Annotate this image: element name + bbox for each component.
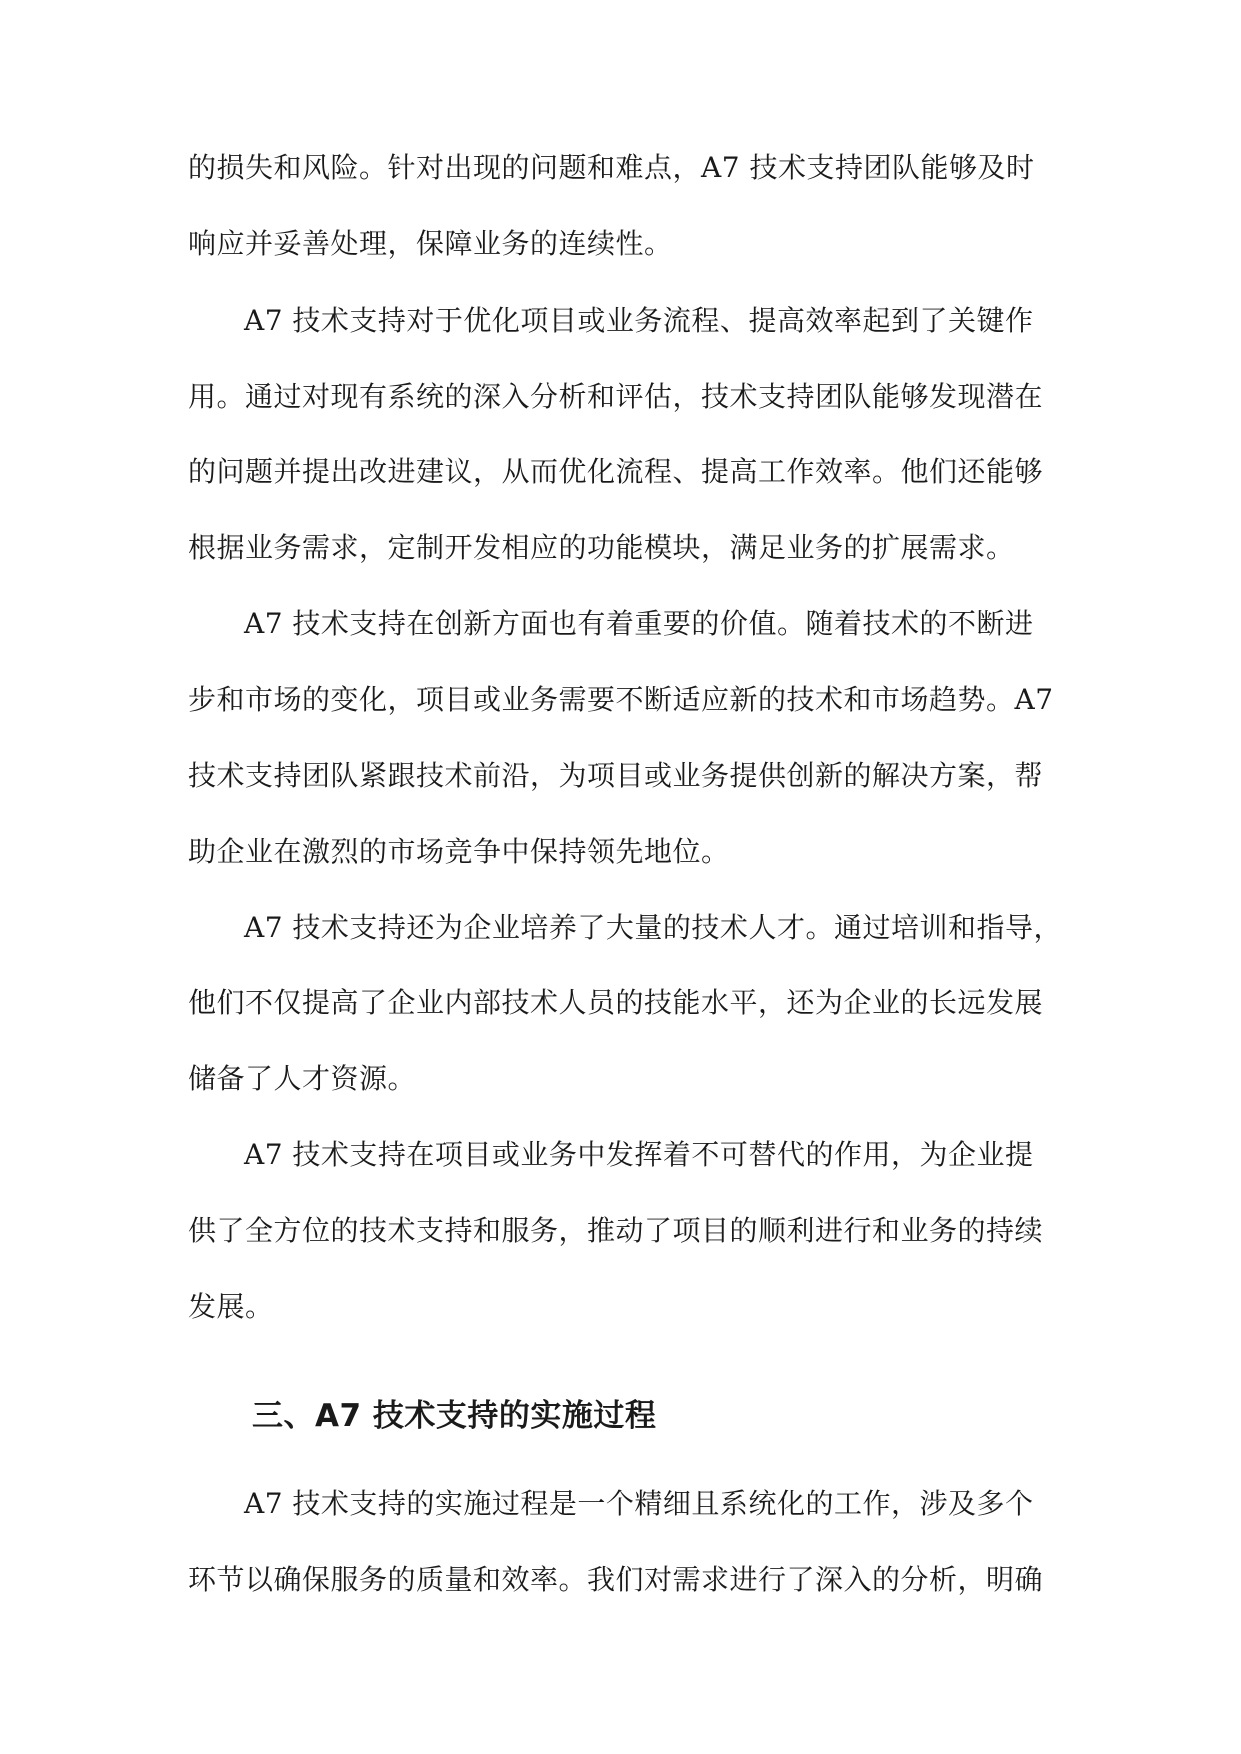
paragraph-line: 根据业务需求，定制开发相应的功能模块，满足业务的扩展需求。 [188,531,1015,564]
paragraph-line: 响应并妥善处理，保障业务的连续性。 [188,227,673,260]
paragraph-line: A7 技术支持对于优化项目或业务流程、提高效率起到了关键作 [244,304,1034,337]
paragraph-line: 助企业在激烈的市场竞争中保持领先地位。 [188,835,730,868]
paragraph-line: A7 技术支持还为企业培养了大量的技术人才。通过培训和指导， [244,911,1062,944]
paragraph-line: 的损失和风险。针对出现的问题和难点，A7 技术支持团队能够及时 [188,151,1035,184]
paragraph-line: 步和市场的变化，项目或业务需要不断适应新的技术和市场趋势。A7 [188,683,1054,716]
paragraph-line: 储备了人才资源。 [188,1062,417,1095]
paragraph-line: 的问题并提出改进建议，从而优化流程、提高工作效率。他们还能够 [188,455,1044,488]
paragraph-line: A7 技术支持在项目或业务中发挥着不可替代的作用，为企业提 [244,1138,1034,1171]
paragraph-line: 技术支持团队紧跟技术前沿，为项目或业务提供创新的解决方案，帮 [188,759,1044,792]
paragraph-line: A7 技术支持在创新方面也有着重要的价值。随着技术的不断进 [244,607,1034,640]
paragraph-line: 发展。 [188,1290,274,1323]
paragraph-line: A7 技术支持的实施过程是一个精细且系统化的工作，涉及多个 [244,1487,1034,1520]
paragraph-line: 他们不仅提高了企业内部技术人员的技能水平，还为企业的长远发展 [188,986,1044,1019]
paragraph-line: 用。通过对现有系统的深入分析和评估，技术支持团队能够发现潜在 [188,380,1044,413]
section-heading: 三、A7 技术支持的实施过程 [252,1398,657,1434]
paragraph-line: 环节以确保服务的质量和效率。我们对需求进行了深入的分析，明确 [188,1563,1044,1596]
paragraph-line: 供了全方位的技术支持和服务，推动了项目的顺利进行和业务的持续 [188,1214,1044,1247]
